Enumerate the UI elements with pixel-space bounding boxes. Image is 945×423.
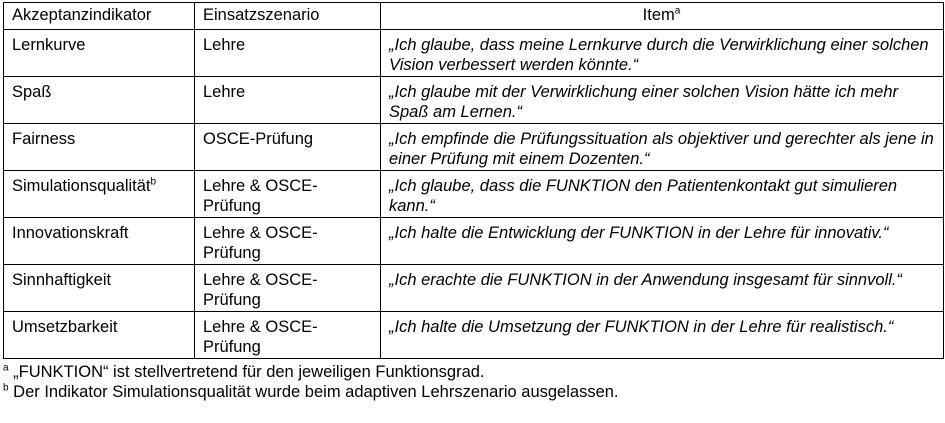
- table-body: [4, 30, 944, 359]
- table-row: [4, 171, 944, 218]
- indicator-cell: [4, 124, 195, 171]
- indicator-cell: [4, 218, 195, 265]
- indicator-label: Lernkurve: [12, 36, 86, 54]
- table-row: [4, 218, 944, 265]
- item-cell: „Ich glaube, dass meine Lernkurve durch die Verwirklichung einer solchen Vision verbessert werden könnte.“: [381, 30, 944, 77]
- scenario-cell: Lehre: [195, 77, 381, 124]
- indicator-label: Umsetzbarkeit: [12, 318, 118, 336]
- header-row: [4, 3, 944, 30]
- header-item-label: Item: [642, 6, 675, 24]
- indicator-footnote-mark: b: [150, 176, 157, 188]
- indicator-label: Spaß: [12, 83, 52, 101]
- footnote-mark: a: [3, 362, 9, 374]
- scenario-cell: Lehre: [195, 30, 381, 77]
- scenario-cell: Lehre & OSCE-Prüfung: [195, 218, 381, 265]
- indicator-cell: [4, 171, 195, 218]
- scenario-cell: Lehre & OSCE-Prüfung: [195, 265, 381, 312]
- item-cell: „Ich glaube, dass die FUNKTION den Patientenkontakt gut simulieren kann.“: [381, 171, 944, 218]
- item-cell: „Ich halte die Umsetzung der FUNKTION in der Lehre für realistisch.“: [381, 312, 944, 359]
- indicator-cell: [4, 77, 195, 124]
- indicator-cell: [4, 30, 195, 77]
- scenario-cell: OSCE-Prüfung: [195, 124, 381, 171]
- indicator-label: Innovationskraft: [12, 224, 129, 242]
- header-indicator-label: Akzeptanzindikator: [12, 6, 152, 24]
- header-item-footnote-mark: a: [674, 5, 681, 17]
- indicator-label: Simulationsqualität: [12, 177, 151, 195]
- item-cell: „Ich erachte die FUNKTION in der Anwendung insgesamt für sinnvoll.“: [381, 265, 944, 312]
- item-cell: „Ich glaube mit der Verwirklichung einer solchen Vision hätte ich mehr Spaß am Lernen.“: [381, 77, 944, 124]
- indicator-cell: [4, 265, 195, 312]
- table-row: [4, 77, 944, 124]
- table-row: [4, 312, 944, 359]
- indicator-label: Fairness: [12, 130, 76, 148]
- header-scenario-label: Einsatzszenario: [203, 6, 320, 24]
- acceptance-indicator-table: [3, 2, 944, 359]
- table-row: [4, 265, 944, 312]
- header-indicator: [4, 3, 195, 30]
- header-item: [381, 3, 944, 30]
- indicator-label: Sinnhaftigkeit: [12, 271, 112, 289]
- item-cell: „Ich empfinde die Prüfungssituation als objektiver und gerechter als jene in einer Prüfung mit einem Dozenten.“: [381, 124, 944, 171]
- footnote-b: [3, 382, 943, 402]
- scenario-cell: Lehre & OSCE-Prüfung: [195, 171, 381, 218]
- footnotes: [3, 362, 943, 402]
- table-container: [3, 2, 943, 402]
- indicator-cell: [4, 312, 195, 359]
- table-row: [4, 30, 944, 77]
- footnote-mark: b: [3, 382, 9, 394]
- table-header: [4, 3, 944, 30]
- footnote-text: „FUNKTION“ ist stellvertretend für den jeweiligen Funktionsgrad.: [13, 363, 485, 381]
- table-row: [4, 124, 944, 171]
- item-cell: „Ich halte die Entwicklung der FUNKTION in der Lehre für innovativ.“: [381, 218, 944, 265]
- header-scenario: [195, 3, 381, 30]
- footnote-text: Der Indikator Simulationsqualität wurde beim adaptiven Lehrszenario ausgelassen.: [13, 383, 619, 401]
- scenario-cell: Lehre & OSCE-Prüfung: [195, 312, 381, 359]
- footnote-a: [3, 362, 943, 382]
